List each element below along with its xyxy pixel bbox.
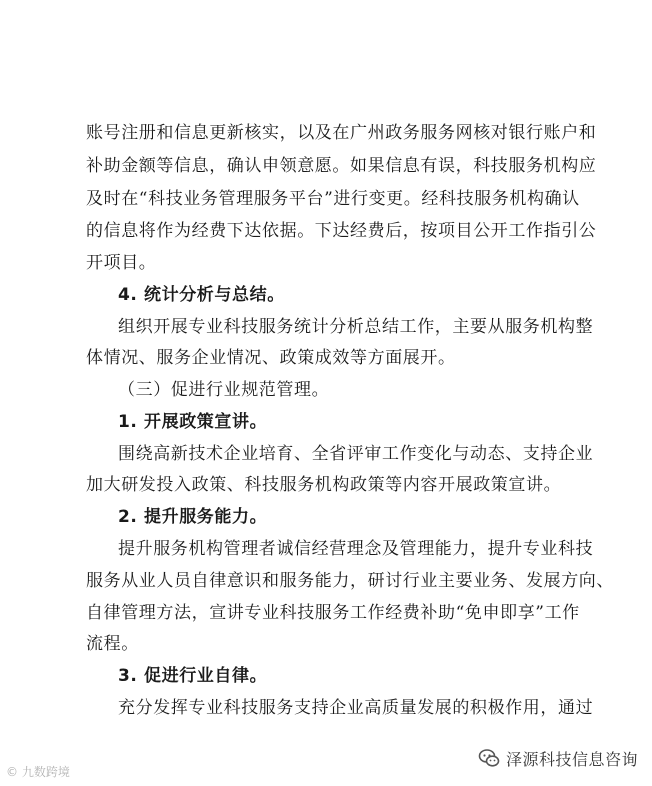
paragraph-line: 提升服务机构管理者诚信经营理念及管理能力，提升专业科技 [118, 539, 594, 559]
paragraph-line: 组织开展专业科技服务统计分析总结工作，主要从服务机构整 [118, 317, 594, 337]
paragraph-line: 的信息将作为经费下达依据。下达经费后，按项目公开工作指引公 [86, 221, 597, 241]
paragraph-line: 围绕高新技术企业培育、全省评审工作变化与动态、支持企业 [118, 444, 594, 464]
wechat-icon [478, 747, 500, 769]
section-heading: 1. 开展政策宣讲。 [118, 412, 268, 432]
footer-brand-text: 泽源科技信息咨询 [506, 749, 639, 769]
paragraph-line: 加大研发投入政策、科技服务机构政策等内容开展政策宣讲。 [86, 475, 562, 495]
paragraph-line: 开项目。 [86, 253, 157, 273]
paragraph-line: 充分发挥专业科技服务支持企业高质量发展的积极作用，通过 [118, 698, 594, 718]
section-heading: 4. 统计分析与总结。 [118, 285, 285, 305]
paragraph-line: 自律管理方法，宣讲专业科技服务工作经费补助“免申即享”工作 [86, 603, 580, 623]
watermark: © 九数跨境 [6, 765, 70, 779]
paragraph-line: 流程。 [86, 634, 139, 654]
subsection-heading: （三）促进行业规范管理。 [118, 380, 330, 400]
paragraph-line: 补助金额等信息，确认申领意愿。如果信息有误，科技服务机构应 [86, 156, 597, 176]
section-heading: 3. 促进行业自律。 [118, 666, 268, 686]
paragraph-line: 及时在“科技业务管理服务平台”进行变更。经科技服务机构确认 [86, 189, 580, 209]
footer-brand [478, 744, 638, 772]
paragraph-line: 服务从业人员自律意识和服务能力，研讨行业主要业务、发展方向、 [86, 571, 614, 591]
paragraph-line: 账号注册和信息更新核实，以及在广州政务服务网核对银行账户和 [86, 123, 597, 143]
paragraph-line: 体情况、服务企业情况、政策成效等方面展开。 [86, 348, 456, 368]
section-heading: 2. 提升服务能力。 [118, 507, 268, 527]
